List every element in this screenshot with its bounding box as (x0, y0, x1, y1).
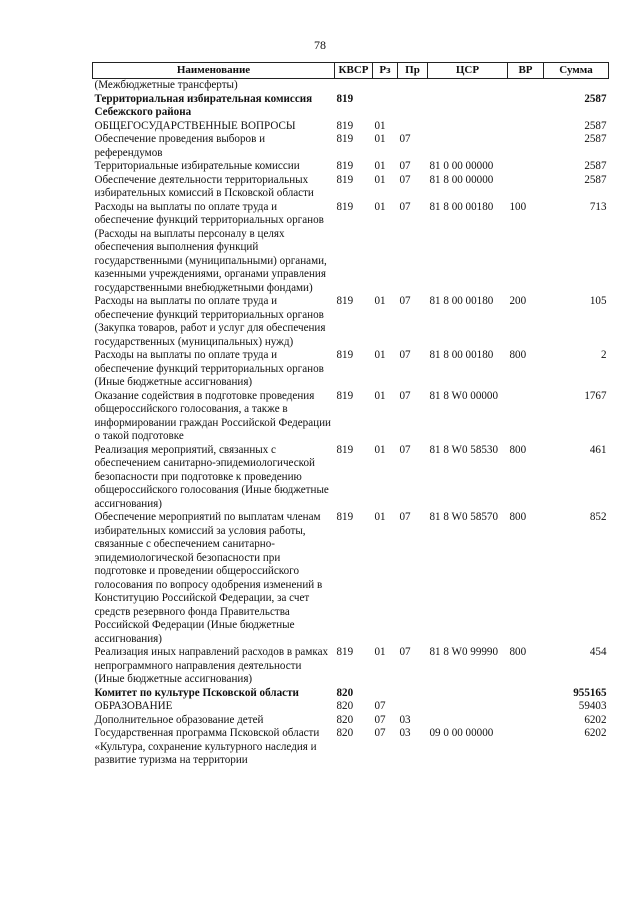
row-name-cell: Расходы на выплаты по оплате труда и обеспечение функций территориальных органов (Закупка товаров, работ и услуг для обеспечения государственных (муниципальных) нужд) (94, 295, 326, 348)
row-pr-cell: 03 (399, 713, 411, 726)
row-vr-cell: 100 (509, 200, 527, 213)
row-rz-cell (373, 79, 398, 93)
table-row (93, 160, 609, 174)
row-kvsr-cell: 819 (336, 133, 354, 145)
row-kvsr-cell: 820 (336, 700, 354, 712)
row-rz-cell: 01 (374, 389, 386, 402)
table-row (93, 174, 609, 201)
row-pr-cell (398, 93, 428, 120)
row-kvsr-cell: 820 (336, 713, 354, 726)
budget-table (92, 62, 609, 768)
row-pr-cell: 07 (399, 443, 411, 456)
row-kvsr-cell: 819 (336, 295, 354, 307)
row-vr-cell (508, 714, 544, 728)
row-vr-cell (508, 133, 544, 160)
row-kvsr-cell: 819 (336, 160, 354, 172)
row-pr-cell: 03 (399, 727, 411, 739)
table-row (93, 646, 609, 687)
row-csr-cell: 81 8 W0 99990 (429, 646, 499, 658)
page-number: 78 (314, 38, 326, 52)
row-vr-cell (508, 160, 544, 174)
row-csr-cell: 81 0 00 00000 (429, 160, 494, 172)
row-rz-cell: 01 (374, 295, 386, 307)
row-kvsr-cell: 819 (336, 389, 354, 402)
row-vr-cell (508, 93, 544, 120)
table-row (93, 511, 609, 646)
row-sum-cell: 59403 (578, 700, 607, 712)
row-rz-cell: 01 (374, 511, 386, 523)
header-name: Наименование (93, 63, 335, 79)
row-csr-cell: 81 8 00 00180 (429, 349, 494, 361)
table-row (93, 201, 609, 296)
row-kvsr-cell: 820 (336, 727, 354, 739)
row-sum-cell: 955165 (573, 686, 607, 699)
row-pr-cell: 07 (399, 389, 411, 402)
row-vr-cell (508, 120, 544, 134)
row-vr-cell (508, 79, 544, 93)
row-rz-cell: 01 (374, 200, 386, 213)
row-pr-cell: 07 (399, 511, 411, 523)
row-rz-cell: 07 (374, 713, 386, 726)
row-sum-cell: 2 (600, 349, 607, 361)
row-sum-cell: 2587 (584, 133, 607, 145)
header-csr: ЦСР (428, 63, 508, 79)
row-rz-cell: 01 (374, 160, 386, 172)
row-name-cell: (Межбюджетные трансферты) (94, 79, 238, 91)
row-csr-cell: 81 8 W0 00000 (429, 389, 499, 402)
row-name-cell: ОБЩЕГОСУДАРСТВЕННЫЕ ВОПРОСЫ (94, 119, 296, 132)
table-row (93, 700, 609, 714)
row-csr-cell (428, 79, 508, 93)
row-rz-cell: 01 (374, 443, 386, 456)
table-row (93, 714, 609, 728)
row-sum-cell: 6202 (584, 727, 607, 739)
row-vr-cell (508, 687, 544, 701)
row-name-cell: Реализация мероприятий, связанных с обеспечением санитарно-эпидемиологической безопасности при подготовке к проведению общероссийского голосования (Иные бюджетные ассигнования) (94, 443, 329, 510)
table-row (93, 79, 609, 93)
row-sum-cell: 852 (589, 511, 607, 523)
row-sum-cell: 1767 (584, 389, 607, 402)
row-pr-cell: 07 (399, 173, 411, 186)
table-row (93, 444, 609, 512)
row-vr-cell: 800 (509, 443, 527, 456)
row-name-cell: ОБРАЗОВАНИЕ (94, 700, 173, 712)
table-body (93, 79, 609, 768)
row-csr-cell (428, 133, 508, 160)
row-vr-cell: 800 (509, 349, 527, 361)
row-csr-cell (428, 687, 508, 701)
table-row (93, 133, 609, 160)
row-rz-cell: 01 (374, 646, 386, 658)
row-vr-cell (508, 700, 544, 714)
row-sum-cell: 2587 (584, 173, 607, 186)
row-pr-cell (398, 687, 428, 701)
row-sum-cell: 454 (589, 646, 607, 658)
row-pr-cell (398, 120, 428, 134)
row-name-cell: Территориальные избирательные комиссии (94, 160, 300, 172)
row-pr-cell: 07 (399, 646, 411, 658)
row-kvsr-cell: 819 (336, 92, 354, 105)
header-sum: Сумма (544, 63, 609, 79)
row-kvsr-cell (335, 79, 373, 93)
row-vr-cell (508, 174, 544, 201)
row-sum-cell: 6202 (584, 713, 607, 726)
row-kvsr-cell: 819 (336, 349, 354, 361)
row-kvsr-cell: 820 (336, 686, 354, 699)
row-csr-cell (428, 120, 508, 134)
table-header-row (93, 63, 609, 79)
row-pr-cell (398, 79, 428, 93)
row-name-cell: Комитет по культуре Псковской области (94, 686, 299, 699)
table-row (93, 295, 609, 349)
table-row (93, 687, 609, 701)
row-csr-cell: 81 8 W0 58530 (429, 443, 499, 456)
row-pr-cell (398, 700, 428, 714)
row-kvsr-cell: 819 (336, 511, 354, 523)
header-vr: ВР (508, 63, 544, 79)
row-pr-cell: 07 (399, 295, 411, 307)
row-pr-cell: 07 (399, 349, 411, 361)
row-csr-cell: 81 8 00 00180 (429, 200, 494, 213)
row-csr-cell (428, 93, 508, 120)
row-sum-cell: 2587 (584, 160, 607, 172)
row-rz-cell: 01 (374, 349, 386, 361)
row-name-cell: Дополнительное образование детей (94, 713, 264, 726)
table-row (93, 349, 609, 390)
row-rz-cell: 01 (374, 173, 386, 186)
row-rz-cell: 01 (374, 133, 386, 145)
row-pr-cell: 07 (399, 133, 411, 145)
row-vr-cell (508, 727, 544, 768)
row-csr-cell (428, 714, 508, 728)
row-csr-cell: 81 8 00 00000 (429, 173, 494, 186)
table-row (93, 727, 609, 768)
row-csr-cell (428, 700, 508, 714)
row-name-cell: Государственная программа Псковской области «Культура, сохранение культурного наследия и развитие туризма на территории (94, 727, 320, 766)
row-kvsr-cell: 819 (336, 646, 354, 658)
row-csr-cell: 09 0 00 00000 (429, 727, 494, 739)
row-name-cell: Оказание содействия в подготовке проведения общероссийского голосования, а также в информировании граждан Российской Федерации о такой подготовке (94, 389, 331, 442)
row-vr-cell: 800 (509, 646, 527, 658)
row-vr-cell (508, 390, 544, 444)
row-rz-cell: 01 (374, 119, 386, 132)
table-row (93, 390, 609, 444)
table-row (93, 93, 609, 120)
row-csr-cell: 81 8 00 00180 (429, 295, 494, 307)
row-name-cell: Реализация иных направлений расходов в рамках непрограммного направления деятельности (Иные бюджетные ассигнования) (94, 646, 329, 685)
row-sum-cell: 2587 (584, 92, 607, 105)
row-name-cell: Обеспечение деятельности территориальных избирательных комиссий в Псковской области (94, 173, 314, 199)
row-vr-cell: 200 (509, 295, 527, 307)
row-name-cell: Обеспечение проведения выборов и референдумов (94, 133, 266, 159)
row-name-cell: Расходы на выплаты по оплате труда и обеспечение функций территориальных органов (Расходы на выплаты персоналу в целях обеспечения выполнения функций государственными (муниципальными) органами, казенными учреждениями, органами управления государственными внебюджетными фондами) (94, 200, 327, 294)
row-rz-cell (373, 93, 398, 120)
row-pr-cell: 07 (399, 200, 411, 213)
row-pr-cell: 07 (399, 160, 411, 172)
row-kvsr-cell: 819 (336, 200, 354, 213)
row-csr-cell: 81 8 W0 58570 (429, 511, 499, 523)
row-vr-cell: 800 (509, 511, 527, 523)
row-kvsr-cell: 819 (336, 443, 354, 456)
header-rz: Рз (373, 63, 398, 79)
row-name-cell: Территориальная избирательная комиссия Себежского района (94, 92, 313, 118)
row-sum-cell: 713 (589, 200, 607, 213)
row-sum-cell: 105 (589, 295, 607, 307)
header-pr: Пр (398, 63, 428, 79)
row-name-cell: Обеспечение мероприятий по выплатам членам избирательных комиссий за условия работы, связанные с обеспечением санитарно-эпидемиологической безопасности при подготовке и проведении общероссийского голосования по вопросу одобрения изменений в Конституцию Российской Федерации, за счет средств резервного фонда Правительства Российской Федерации (Иные бюджетные ассигнования) (94, 511, 323, 645)
row-name-cell: Расходы на выплаты по оплате труда и обеспечение функций территориальных органов (Иные бюджетные ассигнования) (94, 349, 324, 388)
row-sum-cell (544, 79, 609, 93)
row-sum-cell: 2587 (584, 119, 607, 132)
header-kvsr: КВСР (335, 63, 373, 79)
row-rz-cell: 07 (374, 727, 386, 739)
row-rz-cell (373, 687, 398, 701)
row-sum-cell: 461 (589, 443, 607, 456)
row-rz-cell: 07 (374, 700, 386, 712)
table-row (93, 120, 609, 134)
row-kvsr-cell: 819 (336, 173, 354, 186)
row-kvsr-cell: 819 (336, 119, 354, 132)
